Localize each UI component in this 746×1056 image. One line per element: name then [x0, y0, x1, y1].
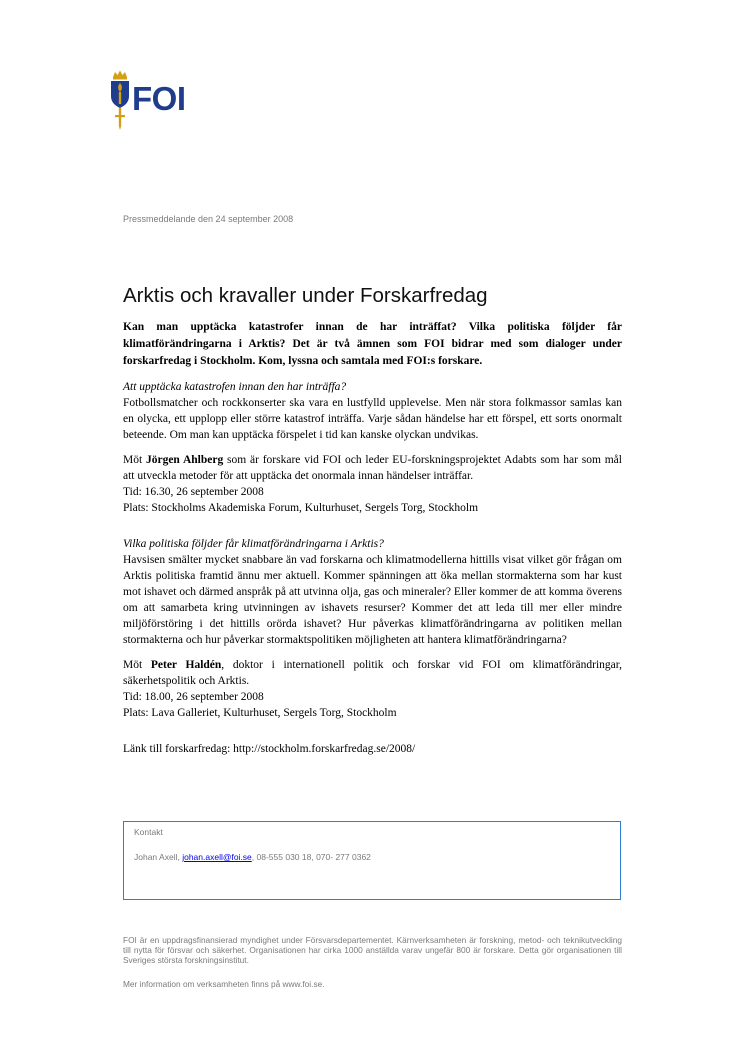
section-body: Havsisen smälter mycket snabbare än vad forskarna och klimatmodellerna hittills visat vilket gör frågan om Arktis politiska framtid ännu mer aktuell. Kommer spänningen att öka mellan stormakterna som har kust mot ishavet och därmed anspråk på att utvinna olja, gas och mineraler? Eller kommer de att komma överens om att samarbeta kring utvinningen av ishavets resurser? Kommer det att leda till mer eller mindre miljöförstöring i det hittills orörda ishavet? Hur påverkas klimatförändringarna av politiken mellan stormakterna och hur påverkar stormaktspolitiken möjligheten att hantera klimatförändringarna?	[123, 554, 622, 646]
forskarfredag-link[interactable]: Länk till forskarfredag: http://stockholm.forskarfredag.se/2008/	[123, 743, 416, 755]
footer	[123, 935, 622, 989]
event-place: Plats: Stockholms Akademiska Forum, Kulturhuset, Sergels Torg, Stockholm	[123, 502, 479, 514]
contact-line	[134, 852, 371, 862]
speaker-paragraph	[123, 452, 622, 484]
section-heading: Att upptäcka katastrofen innan den har inträffa?	[123, 381, 347, 393]
speaker-paragraph	[123, 657, 622, 689]
event-place: Plats: Lava Galleriet, Kulturhuset, Sergels Torg, Stockholm	[123, 707, 397, 719]
footer-about: FOI är en uppdragsfinansierad myndighet under Försvarsdepartementet. Kärnverksamheten är forskning, metod- och teknikutveckling till nytta för försvar och säkerhet. Organisationen har cirka 1000 anställda varav ungefär 800 är forskare. Detta gör organisationen till Sveriges största forskningsinstitut.	[123, 935, 622, 965]
contact-email-link[interactable]: johan.axell@foi.se	[182, 852, 252, 862]
contact-heading: Kontakt	[134, 827, 163, 837]
document-body	[123, 319, 622, 757]
meet-prefix: Möt	[123, 454, 146, 466]
event-time: Tid: 16.30, 26 september 2008	[123, 486, 264, 498]
contact-box	[123, 821, 621, 900]
document-title: Arktis och kravaller under Forskarfredag	[123, 284, 488, 307]
speaker-name: Jörgen Ahlberg	[145, 454, 224, 466]
contact-phones: , 08-555 030 18, 070- 277 0362	[251, 852, 371, 862]
foi-logo	[108, 68, 200, 132]
event-time: Tid: 18.00, 26 september 2008	[123, 691, 264, 703]
section-heading: Vilka politiska följder får klimatförändringarna i Arktis?	[123, 538, 384, 550]
dateline: Pressmeddelande den 24 september 2008	[123, 214, 294, 224]
speaker-description: som är forskare vid FOI och leder EU-forskningsprojektet Adabts som har som mål att utveckla metoder för att upptäcka det onormala innan händelser inträffar.	[123, 454, 622, 482]
logo-text: FOI	[132, 80, 186, 117]
speaker-name: Peter Haldén	[150, 659, 222, 671]
lead-paragraph: Kan man upptäcka katastrofer innan de har inträffat? Vilka politiska följder får klimatförändringarna i Arktis? Det är två ämnen som FOI bidrar med som dialoger under forskarfredag i Stockholm. Kom, lyssna och samtala med FOI:s forskare.	[123, 321, 622, 367]
meet-prefix: Möt	[123, 659, 151, 671]
section-body: Fotbollsmatcher och rockkonserter ska vara en lustfylld upplevelse. Men när stora folkmassor samlas kan en olycka, ett upplopp eller större katastrof inträffa. Varje sådan händelse har ett förspel, ett sorts onormalt beteende. Om man kan upptäcka förspelet i tid kan kanske olyckan undvikas.	[123, 397, 622, 441]
contact-name: Johan Axell,	[134, 852, 183, 862]
speaker-description: , doktor i internationell politik och forskar vid FOI om klimatförändringar, säkerhetspolitik och Arktis.	[123, 659, 622, 687]
crown-emblem-icon	[108, 68, 132, 132]
footer-more-info: Mer information om verksamheten finns på www.foi.se.	[123, 979, 325, 989]
